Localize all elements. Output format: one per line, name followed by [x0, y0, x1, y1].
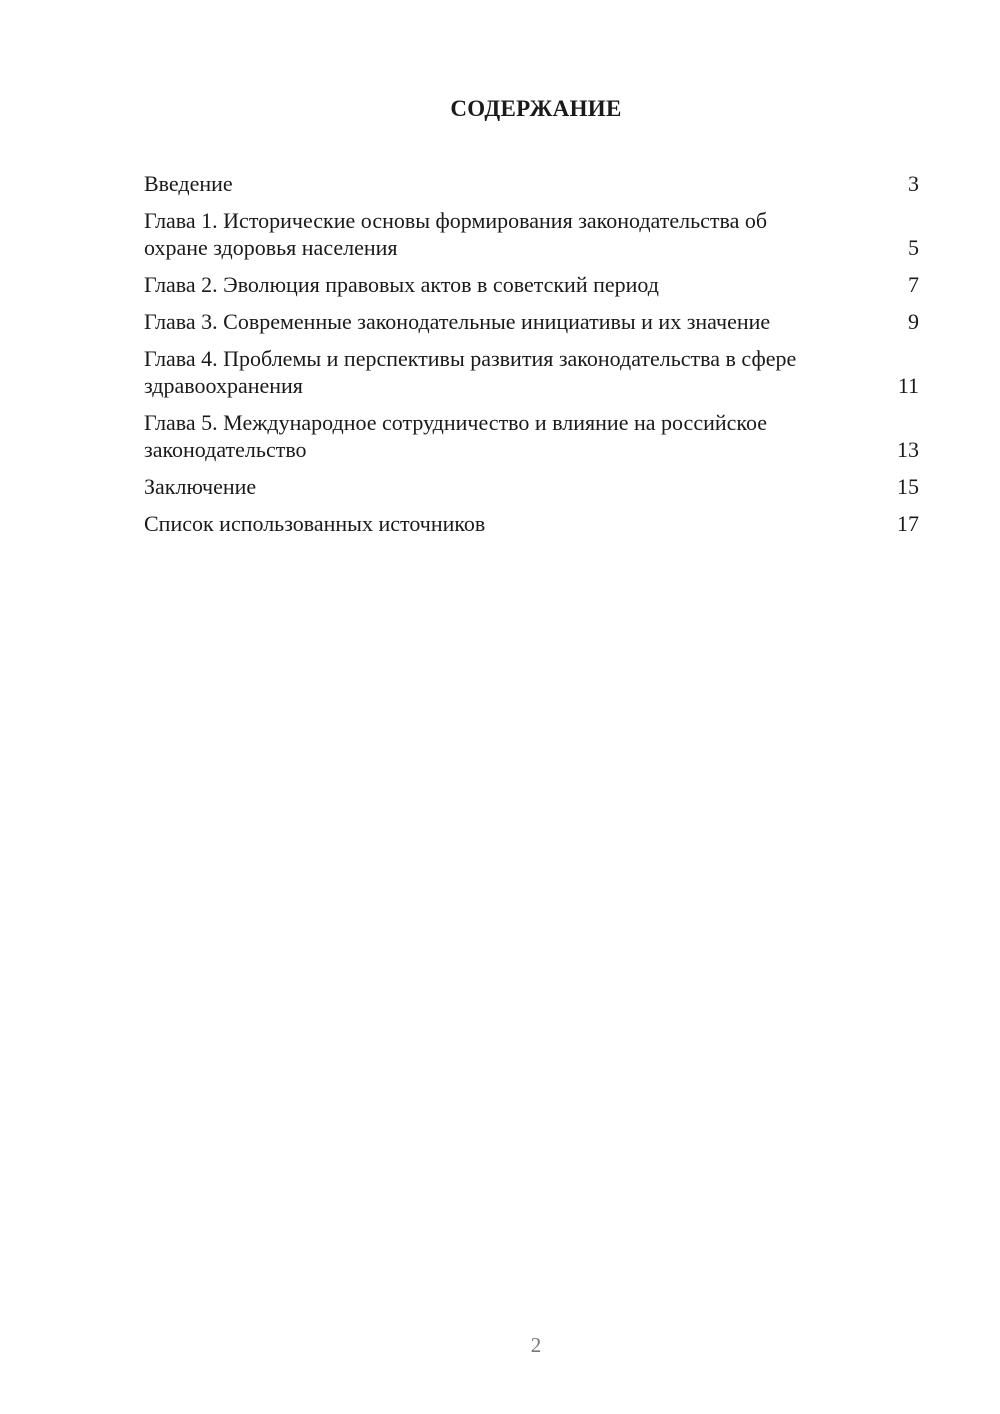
toc-entry-page: 17 [897, 511, 919, 536]
toc-entry-label: Глава 3. Современные законодательные инициативы и их значение [144, 309, 771, 334]
toc-entry-page: 15 [897, 474, 919, 499]
toc-entry-chapter-1 [144, 207, 919, 261]
toc-entry-label: Введение [144, 171, 233, 196]
toc-entry-page: 7 [908, 272, 919, 297]
toc-entry-chapter-3 [144, 308, 919, 335]
toc-entry-chapter-2 [144, 271, 919, 298]
toc-entry-conclusion [144, 473, 919, 500]
toc-entry-chapter-5 [144, 409, 919, 463]
toc-entry-label: Глава 1. Исторические основы формирования законодательства об охране здоровья населения [144, 208, 768, 260]
toc-entry-label: Глава 5. Международное сотрудничество и влияние на российское законодательство [144, 410, 768, 462]
table-of-contents [144, 170, 919, 547]
toc-entry-chapter-4 [144, 345, 919, 399]
toc-entry-page: 3 [908, 171, 919, 196]
toc-entry-introduction [144, 170, 919, 197]
toc-entry-page: 9 [908, 309, 919, 334]
toc-entry-page: 5 [908, 235, 919, 260]
toc-entry-page: 13 [897, 437, 919, 462]
page-title: СОДЕРЖАНИЕ [450, 96, 622, 121]
toc-entry-label: Глава 4. Проблемы и перспективы развития законодательства в сфере здравоохранения [144, 346, 797, 398]
toc-entry-references [144, 510, 919, 537]
page-number: 2 [530, 1333, 542, 1357]
toc-entry-page: 11 [897, 373, 919, 398]
toc-entry-label: Список использованных источников [144, 511, 486, 536]
toc-entry-label: Заключение [144, 474, 257, 499]
toc-entry-label: Глава 2. Эволюция правовых актов в советский период [144, 272, 659, 297]
